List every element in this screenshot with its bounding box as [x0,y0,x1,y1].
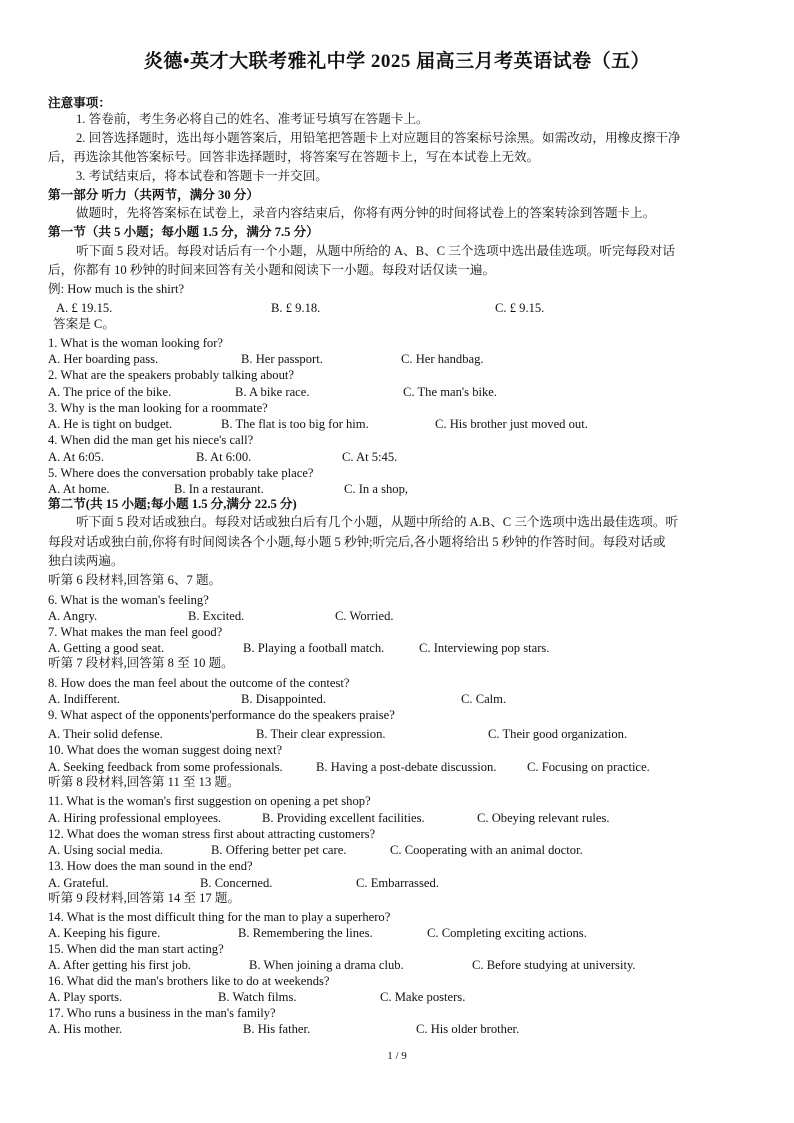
q5-option-a: A. At home. [48,482,110,496]
q4-option-a: A. At 6:05. [48,450,104,464]
q16-option-a: A. Play sports. [48,990,123,1004]
question-14: 14. What is the most difficult thing for the man to play a superhero? [48,910,391,924]
q2-option-a: A. The price of the bike. [48,385,172,399]
q4-option-b: B. At 6:00. [196,450,252,464]
q3-option-c: C. His brother just moved out. [435,417,588,431]
question-7-options [48,641,748,656]
q2-option-b: B. A bike race. [235,385,310,399]
question-8: 8. How does the man feel about the outcome of the contest? [48,676,350,690]
section2-intro-2: 每段对话或独白前,你将有时间阅读各个小题,每小题 5 秒钟;听完后,各小题将给出 5 秒钟的作答时间。每段对话或 [48,535,666,549]
question-8-options [48,692,748,707]
q14-option-a: A. Keeping his figure. [48,926,161,940]
part1-intro: 做题时，先将答案标在试卷上，录音内容结束后，你将有两分钟的时间将试卷上的答案转涂到答题卡上。 [76,206,656,220]
section1-intro-2: 后，你都有 10 秒钟的时间来回答有关小题和阅读下一小题。每段对话仅读一遍。 [48,263,496,277]
section1-heading: 第一节（共 5 小题；每小题 1.5 分，满分 7.5 分） [48,225,319,239]
notice-line-2a: 2. 回答选择题时，选出每小题答案后，用铅笔把答题卡上对应题目的答案标号涂黑。如需改动，用橡皮擦干净 [76,131,681,145]
question-6: 6. What is the woman's feeling? [48,593,209,607]
question-1-options [48,352,748,367]
question-3-options [48,417,748,432]
q8-option-b: B. Disappointed. [241,692,327,706]
question-5: 5. Where does the conversation probably take place? [48,466,314,480]
material-6-marker: 听第 6 段材料,回答第 6、7 题。 [48,573,222,587]
q1-option-c: C. Her handbag. [401,352,484,366]
q8-option-a: A. Indifferent. [48,692,121,706]
q10-option-c: C. Focusing on practice. [527,760,650,774]
question-16-options [48,990,748,1005]
notice-line-1: 1. 答卷前，考生务必将自己的姓名、准考证号填写在答题卡上。 [76,112,429,126]
question-10-options [48,760,748,775]
question-11-options [48,811,748,826]
question-11: 11. What is the woman's first suggestion on opening a pet shop? [48,794,371,808]
section2-intro-1: 听下面 5 段对话或独白。每段对话或独白后有几个小题，从题中所给的 A.B、C 三个选项中选出最佳选项。听 [76,515,679,529]
question-2-options [48,385,748,400]
section2-heading: 第二节(共 15 小题;每小题 1.5 分,满分 22.5 分) [48,497,297,511]
section1-intro-1: 听下面 5 段对话。每段对话后有一个小题，从题中所给的 A、B、C 三个选项中选出最佳选项。听完每段对话 [76,244,675,258]
q7-option-a: A. Getting a good seat. [48,641,165,655]
question-7: 7. What makes the man feel good? [48,625,223,639]
question-2: 2. What are the speakers probably talking about? [48,368,294,382]
q10-option-b: B. Having a post-debate discussion. [316,760,497,774]
question-17-options [48,1022,748,1037]
part1-heading: 第一部分 听力（共两节，满分 30 分） [48,188,259,202]
q12-option-b: B. Offering better pet care. [211,843,347,857]
notice-line-2b: 后，再选涂其他答案标号。回答非选择题时，将答案写在答题卡上，写在本试卷上无效。 [48,150,540,164]
q13-option-c: C. Embarrassed. [356,876,439,890]
q16-option-c: C. Make posters. [380,990,466,1004]
q1-option-b: B. Her passport. [241,352,323,366]
question-15-options [48,958,748,973]
notice-heading: 注意事项： [48,96,111,110]
q12-option-c: C. Cooperating with an animal doctor. [390,843,583,857]
q10-option-a: A. Seeking feedback from some professionals. [48,760,283,774]
q15-option-b: B. When joining a drama club. [249,958,404,972]
q5-option-c: C. In a shop, [344,482,409,496]
q11-option-a: A. Hiring professional employees. [48,811,222,825]
question-15: 15. When did the man start acting? [48,942,224,956]
question-4: 4. When did the man get his niece's call? [48,433,254,447]
q14-option-b: B. Remembering the lines. [238,926,373,940]
question-17: 17. Who runs a business in the man's family? [48,1006,276,1020]
q5-option-b: B. In a restaurant. [174,482,264,496]
q2-option-c: C. The man's bike. [403,385,498,399]
material-7-marker: 听第 7 段材料,回答第 8 至 10 题。 [48,656,234,670]
question-5-options [48,482,748,497]
question-10: 10. What does the woman suggest doing next? [48,743,283,757]
material-8-marker: 听第 8 段材料,回答第 11 至 13 题。 [48,775,240,789]
q6-option-a: A. Angry. [48,609,98,623]
page-number: 1 / 9 [387,1050,407,1062]
question-9: 9. What aspect of the opponents'performance do the speakers praise? [48,708,395,722]
question-13: 13. How does the man sound in the end? [48,859,253,873]
question-12-options [48,843,748,858]
q13-option-b: B. Concerned. [200,876,273,890]
q17-option-b: B. His father. [243,1022,311,1036]
example-answer: 答案是 C。 [53,317,115,331]
example-option-b: B. £ 9.18. [271,301,321,315]
question-4-options [48,450,748,465]
question-16: 16. What did the man's brothers like to do at weekends? [48,974,330,988]
question-3: 3. Why is the man looking for a roommate? [48,401,268,415]
example-option-c: C. £ 9.15. [495,301,545,315]
q15-option-a: A. After getting his first job. [48,958,192,972]
question-12: 12. What does the woman stress first about attracting customers? [48,827,376,841]
question-9-options [48,727,748,742]
question-6-options [48,609,748,624]
exam-title: 炎德•英才大联考雅礼中学 2025 届高三月考英语试卷（五） [143,51,651,72]
q17-option-a: A. His mother. [48,1022,123,1036]
question-13-options [48,876,748,891]
notice-line-3: 3. 考试结束后，将本试卷和答题卡一并交回。 [76,169,328,183]
q9-option-a: A. Their solid defense. [48,727,163,741]
question-14-options [48,926,748,941]
section2-intro-3: 独白读两遍。 [48,554,124,568]
q1-option-a: A. Her boarding pass. [48,352,159,366]
example-question: 例: How much is the shirt? [48,282,185,296]
q4-option-c: C. At 5:45. [342,450,398,464]
material-9-marker: 听第 9 段材料,回答第 14 至 17 题。 [48,891,241,905]
question-1: 1. What is the woman looking for? [48,336,223,350]
q9-option-c: C. Their good organization. [488,727,628,741]
q13-option-a: A. Grateful. [48,876,109,890]
q14-option-c: C. Completing exciting actions. [427,926,587,940]
q17-option-c: C. His older brother. [416,1022,520,1036]
q7-option-b: B. Playing a football match. [243,641,385,655]
q3-option-a: A. He is tight on budget. [48,417,173,431]
q11-option-c: C. Obeying relevant rules. [477,811,610,825]
q6-option-b: B. Excited. [188,609,245,623]
q8-option-c: C. Calm. [461,692,507,706]
q3-option-b: B. The flat is too big for him. [221,417,369,431]
q6-option-c: C. Worried. [335,609,394,623]
q7-option-c: C. Interviewing pop stars. [419,641,550,655]
q11-option-b: B. Providing excellent facilities. [262,811,425,825]
q9-option-b: B. Their clear expression. [256,727,386,741]
q16-option-b: B. Watch films. [218,990,297,1004]
q15-option-c: C. Before studying at university. [472,958,636,972]
q12-option-a: A. Using social media. [48,843,164,857]
example-options [48,301,748,316]
example-option-a: A. £ 19.15. [56,301,113,315]
